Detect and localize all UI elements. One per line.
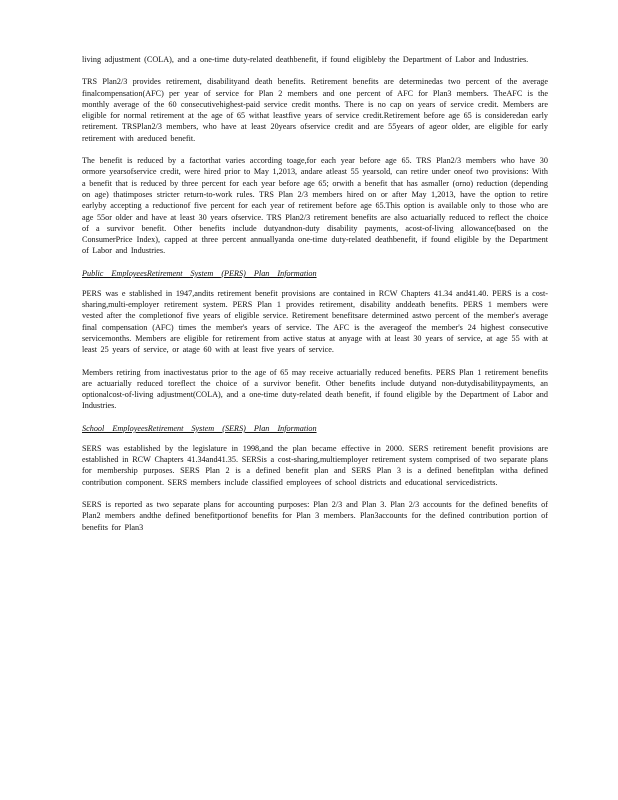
paragraph-pers-overview: PERS was e stablished in 1947,andits retirement benefit provisions are contained in RCW Chapters 41.34 and41.40. PERS is a cost-sharing,multi-employer retirement system. PERS Plan 1 provides retirement, disability anddeath benefits. PERS 1 members were vested after the completionof five years of eligible service. Retirement benefitsare determined astwo percent of the member's average final compensation (AFC) times the member's years of service. The AFC is the averageof the member's 24 highest consecutive servicemonths. Members are eligible for retirement from active status at anyage with at least 30 years of service, at age 55 with at least 25 years of service, or atage 60 with at least five years of service.	[82, 288, 548, 355]
section-heading-pers: Public EmployeesRetirement System (PERS) Plan Information	[82, 268, 317, 278]
section-heading-sers: School EmployeesRetirement System (SERS) Plan Information	[82, 423, 317, 433]
paragraph-sers-overview: SERS was established by the legislature in 1998,and the plan became effective in 2000. SERS retirement benefit provisions are established in RCW Chapters 41.34and41.35. SERSis a cost-sharing,multiemployer retirement system comprised of two separate plans for membership purposes. SERS Plan 2 is a defined benefit plan and SERS Plan 3 is a defined benefitplan witha defined contribution component. SERS members include classified employees of school districts and educational servicedistricts.	[82, 443, 548, 487]
document-page	[82, 54, 548, 544]
paragraph-cola-continuation: living adjustment (COLA), and a one-time duty-related deathbenefit, if found eligibleby the Department of Labor and Industries.	[82, 55, 529, 64]
paragraph-pers-inactive: Members retiring from inactivestatus prior to the age of 65 may receive actuarially reduced benefits. PERS Plan 1 retirement benefits are actuarially reduced toreflect the choice of a survivor benefit. Other benefits include dutyand non-dutydisabilitypayments, an optionalcost-of-living adjustment(COLA), and a one-time duty-related death benefit, if found eligible by the Department of Labor and Industries.	[82, 367, 548, 411]
paragraph-trs-early-retirement: The benefit is reduced by a factorthat varies according toage,for each year before age 65. TRS Plan2/3 members who have 30 ormore yearsofservice credit, were hired prior to May 1,2013, andare atleast 55 yearsold, can retire under oneof two provisions: With a benefit that is reduced by three percent for each year before age 65; orwith a benefit that has asmaller (orno) reduction (depending on age) thatimposes stricter return-to-work rules. TRS Plan 2/3 members hired on or after May 1,2013, have the option to retire earlyby accepting a reductionof five percent for each year of retirement before age 65.This option is available only to those who are age 55or older and have at least 30 years ofservice. TRS Plan2/3 retirement benefits are also actuarially reduced to reflect the choice of a survivor benefit. Other benefits include dutyandnon-duty disability payments, acost-of-living allowance(based on the ConsumerPrice Index), capped at three percent annuallyanda one-time duty-related deathbenefit, if found eligible by the Department of Labor and Industries.	[82, 156, 548, 256]
paragraph-sers-reporting: SERS is reported as two separate plans for accounting purposes: Plan 2/3 and Plan 3. Plan 2/3 accounts for the defined benefits of Plan2 members andthe defined benefitportionof benefits for Plan 3 members. Plan3accounts for the defined contribution portion of benefits for Plan3	[82, 499, 548, 532]
paragraph-trs-benefits: TRS Plan2/3 provides retirement, disabilityand death benefits. Retirement benefits are determinedas two percent of the average finalcompensation(AFC) per year of service for Plan 2 members and one percent of AFC for Plan3 members. TheAFC is the monthly average of the 60 consecutivehighest-paid service credit months. There is no cap on years of service credit. Members are eligible for normal retirement at the age of 65 withat leastfive years of service credit.Retirement before age 65 is consideredan early retirement. TRSPlan2/3 members, who have at least 20years ofservice credit and are 55years of ageor older, are eligible for early retirement with areduced benefit.	[82, 77, 548, 143]
